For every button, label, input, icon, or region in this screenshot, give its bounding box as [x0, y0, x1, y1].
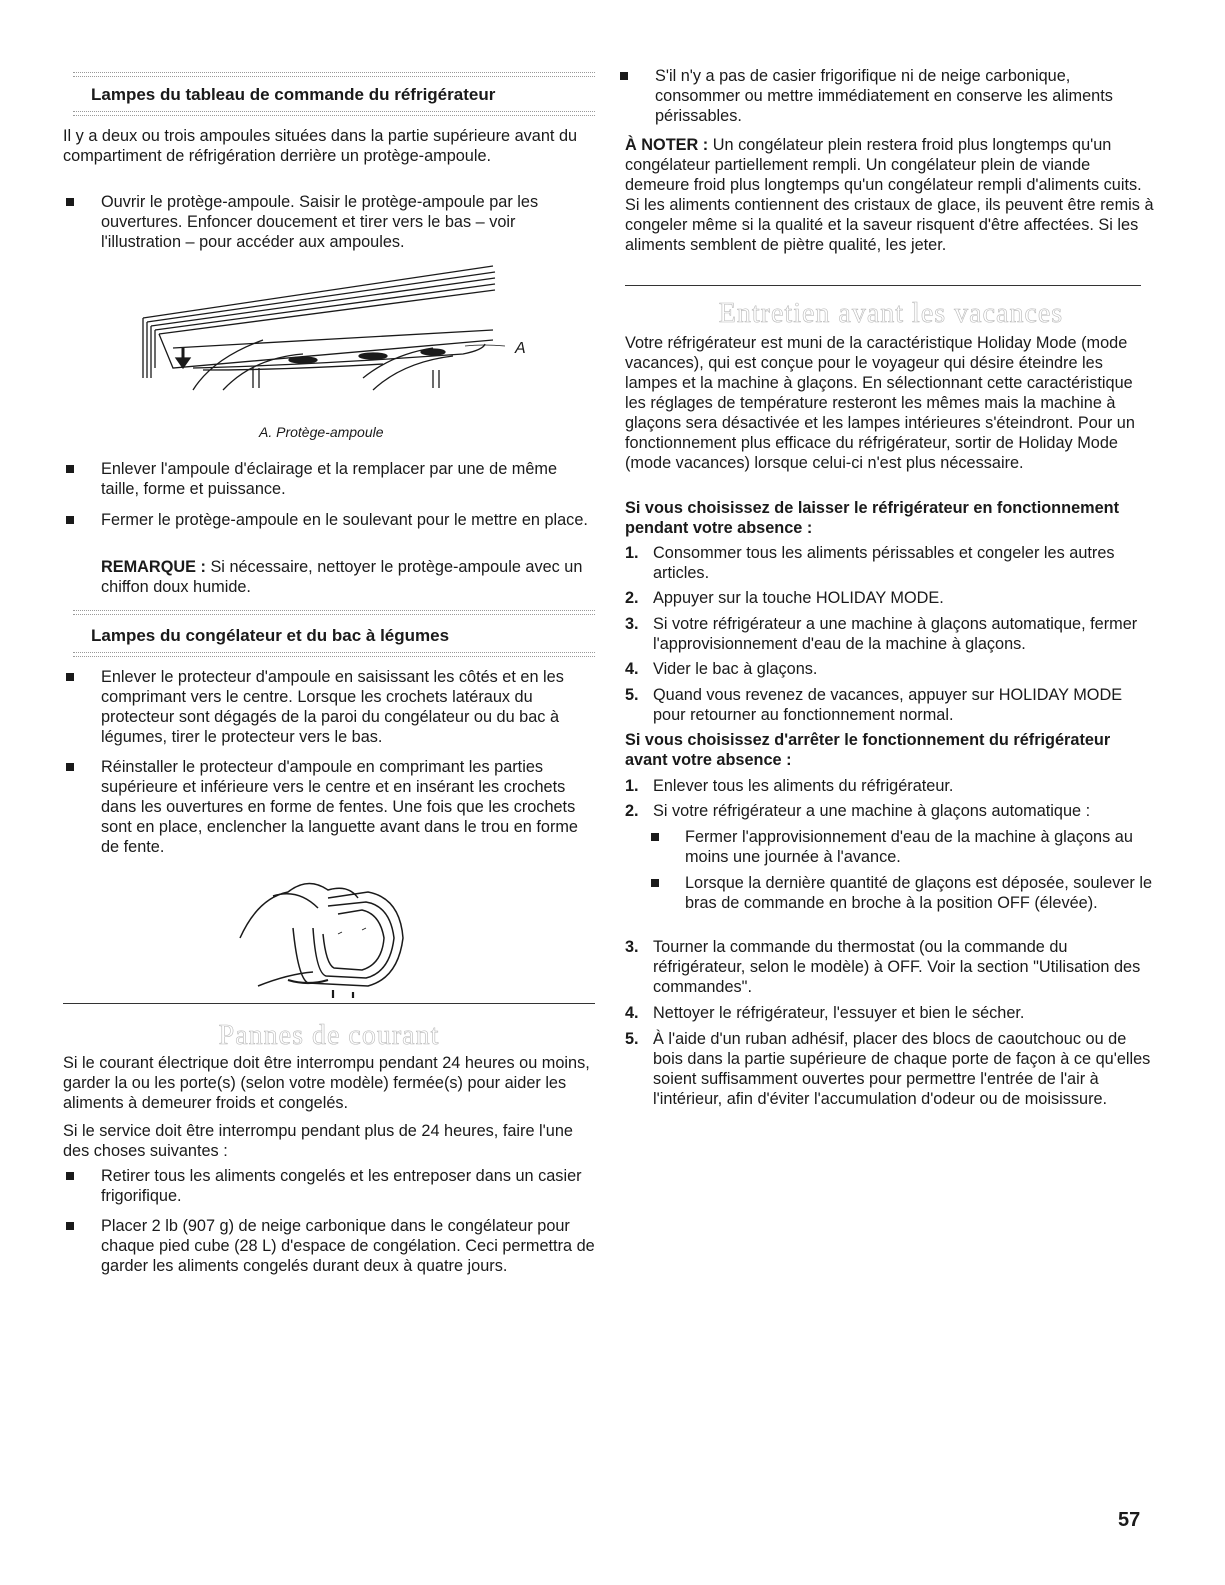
- list-text: Si votre réfrigérateur a une machine à glaçons automatique :: [653, 802, 1091, 820]
- list-number: 2.: [625, 589, 639, 607]
- list-item: [625, 1029, 1157, 1109]
- list-item: [625, 614, 1157, 654]
- bullet-text: Enlever le protecteur d'ampoule en saisissant les côtés et en les comprimant vers le centre. Lorsque les crochets latéraux du protecteur sont dégagés de la paroi du congélateur ou du bac à légumes, tirer le protecteur vers le bas.: [101, 668, 564, 746]
- lamp-shield-illustration: [133, 258, 533, 388]
- note-paragraph: [625, 135, 1157, 255]
- section-divider: [63, 1003, 595, 1004]
- bullet-icon: [66, 1172, 74, 1180]
- bullet-text: Placer 2 lb (907 g) de neige carbonique dans le congélateur pour chaque pied cube (28 L) d'espace de congélation. Ceci permettra de garder les aliments congelés durant deux à quatre jours.: [101, 1217, 595, 1275]
- bullet-icon: [66, 465, 74, 473]
- section-title-freezer-lamps: Lampes du congélateur et du bac à légumes: [91, 626, 450, 645]
- list-number: 5.: [625, 1030, 639, 1048]
- section-divider: [625, 285, 1141, 286]
- bullet-item: [63, 192, 595, 252]
- note-text: Un congélateur plein restera froid plus longtemps qu'un congélateur partiellement rempli. Un congélateur plein de viande demeure froid plus longtemps qu'un congélateur rempli d'aliments cuits. Si les aliments contiennent des cristaux de glace, ils peuvent être remis à congeler même si la qualité et la saveur risquent d'être affectées. Si les aliments semblent de piètre qualité, les jeter.: [625, 136, 1154, 254]
- remark-note: [101, 557, 595, 597]
- list-item: [625, 588, 1157, 608]
- bullet-icon: [651, 879, 659, 887]
- bullet-item: [63, 510, 595, 530]
- list-text: Vider le bac à glaçons.: [653, 660, 818, 678]
- paragraph-vacation-intro: Votre réfrigérateur est muni de la caractéristique Holiday Mode (mode vacances), qui est conçue pour le voyageur qui désire éteindre les lampes et la machine à glaçons. En sélectionnant cette caractéristique les réglages de température resteront les mêmes mais la machine à glaçons sera désactivée et les lampes intérieures s'éteindront. Pour un fonctionnement plus efficace du réfrigérateur, sortir de Holiday Mode (mode vacances) lorsque celui-ci n'est plus nécessaire.: [625, 334, 1135, 472]
- list-number: 3.: [625, 938, 639, 956]
- bullet-text: Fermer l'approvisionnement d'eau de la machine à glaçons au moins une journée à l'avance.: [685, 828, 1133, 866]
- list-item: [625, 543, 1157, 583]
- section-title-control-panel-lamps: Lampes du tableau de commande du réfrigérateur: [91, 85, 496, 104]
- list-text: Si votre réfrigérateur a une machine à glaçons automatique, fermer l'approvisionnement d'eau de la machine à glaçons.: [653, 615, 1138, 653]
- section-title-vacation-care: Entretien avant les vacances: [718, 298, 1064, 329]
- sub-bullet-item: [625, 827, 1157, 867]
- paragraph-intro: Il y a deux ou trois ampoules situées dans la partie supérieure avant du compartiment de réfrigération derrière un protège-ampoule.: [63, 127, 578, 165]
- list-number: 4.: [625, 1004, 639, 1022]
- section-rule-bottom: [73, 652, 595, 657]
- list-text: À l'aide d'un ruban adhésif, placer des blocs de caoutchouc ou de bois dans la partie supérieure de chaque porte de façon à ce qu'elles soient suffisamment ouvertes pour permettre l'entrée de l'air à l'intérieur, afin d'éviter l'accumulation d'odeur ou de moisissure.: [653, 1030, 1151, 1108]
- heading-leave-running: Si vous choisissez de laisser le réfrigérateur en fonctionnement pendant votre absence :: [625, 499, 1120, 537]
- section-rule-top: [73, 72, 595, 77]
- bullet-item: [63, 757, 595, 857]
- bullet-icon: [66, 673, 74, 681]
- bullet-item: [63, 1166, 595, 1206]
- paragraph: Si le courant électrique doit être interrompu pendant 24 heures ou moins, garder la ou les porte(s) (selon votre modèle) fermée(s) pour aider les aliments à demeurer froids et congelés.: [63, 1054, 590, 1112]
- list-number: 2.: [625, 802, 639, 820]
- list-item: [625, 801, 1157, 821]
- page-number: 57: [1118, 1509, 1141, 1531]
- list-number: 3.: [625, 615, 639, 633]
- sub-bullet-item: [625, 873, 1157, 913]
- paragraph: Si le service doit être interrompu pendant plus de 24 heures, faire l'une des choses suivantes :: [63, 1122, 573, 1160]
- list-item: [625, 685, 1157, 725]
- bullet-item: [63, 667, 595, 747]
- bullet-item: [617, 66, 1157, 126]
- list-item: [625, 1003, 1157, 1023]
- remark-label: REMARQUE :: [101, 558, 206, 576]
- bullet-text: S'il n'y a pas de casier frigorifique ni de neige carbonique, consommer ou mettre immédiatement en conserve les aliments périssables.: [655, 67, 1113, 125]
- list-number: 1.: [625, 777, 639, 795]
- list-number: 5.: [625, 686, 639, 704]
- bullet-icon: [620, 72, 628, 80]
- list-text: Appuyer sur la touche HOLIDAY MODE.: [653, 589, 944, 607]
- bullet-text: Fermer le protège-ampoule en le soulevant pour le mettre en place.: [101, 511, 588, 529]
- bullet-icon: [651, 833, 659, 841]
- list-text: Tourner la commande du thermostat (ou la commande du réfrigérateur, selon le modèle) à OFF. Voir la section "Utilisation des commandes".: [653, 938, 1141, 996]
- list-text: Nettoyer le réfrigérateur, l'essuyer et bien le sécher.: [653, 1004, 1025, 1022]
- bullet-icon: [66, 763, 74, 771]
- bullet-icon: [66, 516, 74, 524]
- list-text: Quand vous revenez de vacances, appuyer sur HOLIDAY MODE pour retourner au fonctionnement normal.: [653, 686, 1123, 724]
- section-title-power-outages: Pannes de courant: [218, 1020, 440, 1051]
- figure-caption: A. Protège-ampoule: [259, 424, 384, 440]
- heading-stop-running: Si vous choisissez d'arrêter le fonctionnement du réfrigérateur avant votre absence :: [625, 731, 1111, 769]
- list-item: [625, 937, 1157, 997]
- list-number: 1.: [625, 544, 639, 562]
- section-rule-top: [73, 610, 595, 615]
- list-text: Enlever tous les aliments du réfrigérateur.: [653, 777, 954, 795]
- bullet-item: [63, 1216, 595, 1276]
- bullet-item: [63, 459, 595, 499]
- bullet-text: Lorsque la dernière quantité de glaçons est déposée, soulever le bras de commande en broche à la position OFF (élevée).: [685, 874, 1153, 912]
- list-item: [625, 776, 1157, 796]
- list-text: Consommer tous les aliments périssables et congeler les autres articles.: [653, 544, 1115, 582]
- bullet-icon: [66, 1222, 74, 1230]
- bullet-text: Ouvrir le protège-ampoule. Saisir le protège-ampoule par les ouvertures. Enfoncer doucement et tirer vers le bas – voir l'illustration – pour accéder aux ampoules.: [101, 193, 539, 251]
- list-item: [625, 659, 1157, 679]
- bullet-icon: [66, 198, 74, 206]
- note-label: À NOTER :: [625, 136, 709, 154]
- bullet-text: Retirer tous les aliments congelés et les entreposer dans un casier frigorifique.: [101, 1167, 582, 1205]
- figure-callout-a: A: [515, 340, 526, 357]
- list-number: 4.: [625, 660, 639, 678]
- bullet-text: Réinstaller le protecteur d'ampoule en comprimant les parties supérieure et inférieure vers le centre et en insérant les crochets dans les ouvertures en forme de fentes. Une fois que les crochets sont en place, enclencher la languette avant dans le trou en forme de fente.: [101, 758, 578, 856]
- freezer-lamp-cover-illustration: [238, 868, 438, 998]
- section-rule-bottom: [73, 111, 595, 116]
- remark-text: Si nécessaire, nettoyer le protège-ampoule avec un chiffon doux humide.: [101, 558, 583, 596]
- bullet-text: Enlever l'ampoule d'éclairage et la remplacer par une de même taille, forme et puissance.: [101, 460, 558, 498]
